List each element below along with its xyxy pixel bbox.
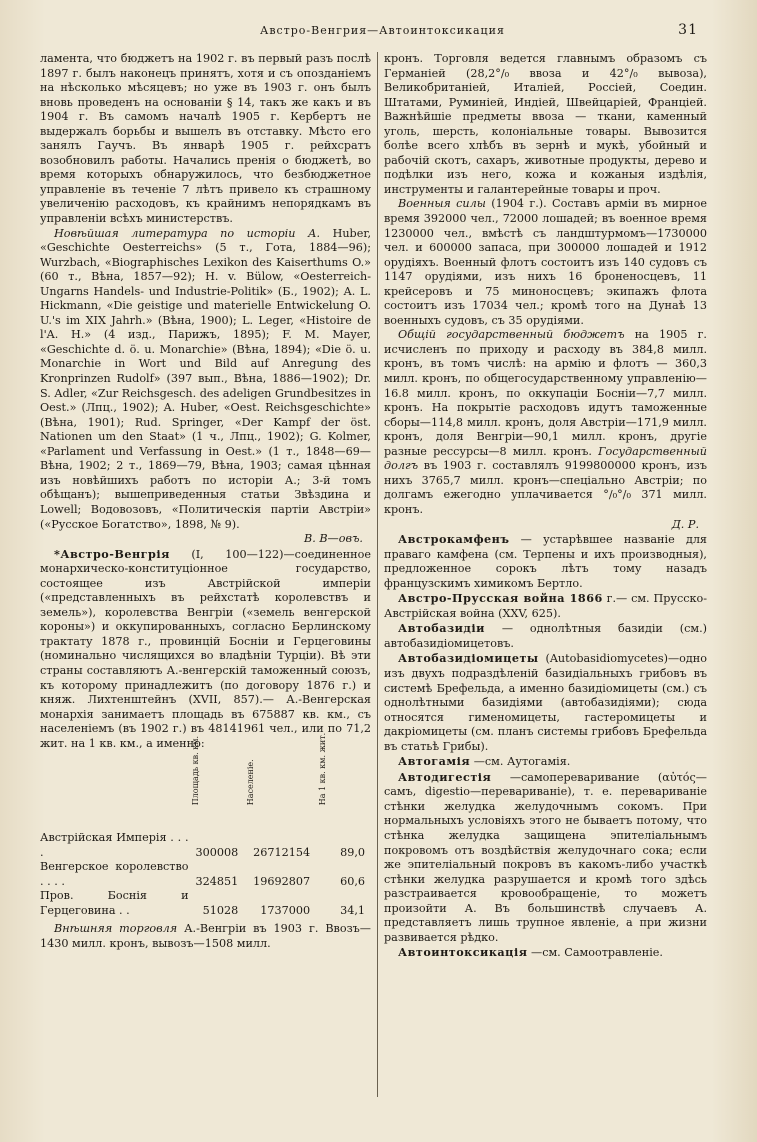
entry-autogamy — [384, 754, 707, 770]
entry-austro-prussian-war — [384, 591, 707, 621]
cell-area: 300008 — [195, 845, 239, 859]
author-signature: Д. Р. — [671, 517, 699, 531]
cell-population: 26712154 — [253, 845, 311, 859]
right-column — [384, 52, 707, 961]
running-title: Австро-Венгрия—Автоинтоксикация — [260, 24, 505, 37]
army-paragraph — [384, 197, 707, 328]
entry-heading: Автобазидіомицеты — [398, 651, 539, 666]
literature-label: Новѣйшая литература по исторіи А. — [54, 226, 321, 240]
literature-text: Huber, «Geschichte Oesterreichs» (5 т., Гота, 1884—96); Wurzbach, «Biographisches Lexikon des Kaiserthums O.» (60 т., Вѣна, 1857—92); H. v. Bülow, «Oesterreich-Ungarns Handels- und Industrie-Politik» (Б., 1902); A. L. Hickmann, «Die geistige und materielle Entwickelung O. U.'s im XIX Jahrh.» (Вѣна, 1900); L. Leger, «Histoire de l'A. H.» (4 изд., Парижъ, 1895); F. M. Mayer, «Geschichte d. ö. u. Monarchie» (Вѣна, 1894); «Die ö. u. Monarchie in Wort und Bild auf Anregung des Kronprinzen Rudolf» (397 вып., Вѣна, 1886—1902); Dr. S. Adler, «Zur Reichsgesch. des adeligen Grundbesitzes in Oest.» (Лпц., 1902); A. Huber, «Oest. Reichsgeschichte» (Вѣна, 1901); Rud. Springer, «Der Kampf der öst. Nationen um den Staat» (1 ч., Лпц., 1902); G. Kolmer, «Parlament und Verfassung in Oest.» (1 т., 1848—69—Вѣна, 1902; 2 т., 1869—79, Вѣна, 1903; самая цѣнная изъ новѣйшихъ работъ по исторіи А.; 3-й томъ обѣщанъ); вышеприведенныя статьи Звѣздина и Lowell; Водовозовъ, «Политическія партіи Австріи» («Русское Богатство», 1898, № 9). — [40, 226, 371, 531]
entry-heading: Автобазидіи — [398, 621, 485, 636]
page-number: 31 — [678, 22, 698, 38]
row-label: Австрійская Имперія . . . . — [40, 831, 189, 859]
left-column — [40, 52, 371, 951]
entry-heading: Автодигестія — [398, 769, 492, 784]
trade-label: Внѣшняя торговля — [54, 922, 178, 936]
cell-density: 60,6 — [340, 874, 365, 888]
table-row — [40, 889, 371, 918]
entry-heading: *Австро-Венгрія — [54, 546, 170, 561]
entry-text: —см. Аутогамія. — [473, 755, 571, 769]
entry-text: (I, 100—122)—соединенное монархическо-конституціонное государство, состоящее изъ Австрійской имперіи («представленныхъ въ рейхстатѣ королевствъ и земель»), королевства Венгріи («земель венгерской короны») и оккупированныхъ, согласно Берлинскому трактату 1878 г., провинцій Босніи и Герцеговины (номинально числящихся во владѣніи Турціи). Вѣ эти страны составляютъ А.-венгерскій таможенный союзъ, къ которому принадлежитъ (по договору 1876 г.) и княж. Лихтенштейнъ (XVII, 857).— А.-Венгерская монархія занимаетъ площадь въ 675887 кв. км., съ населеніемъ (въ 1902 г.) въ 48141961 чел., или по 71,2 жит. на 1 кв. км., а именно: — [40, 547, 371, 750]
entry-heading: Австро-Прусская война 1866 — [398, 591, 603, 606]
trade-paragraph — [40, 922, 371, 951]
column-header: Населеніе. — [245, 759, 255, 805]
table-header-row — [40, 755, 371, 831]
budget-label: Общій государственный бюджетъ — [398, 328, 625, 342]
column-header: Площадь кв. км. — [190, 735, 200, 805]
cell-area: 324851 — [195, 874, 239, 888]
paragraph: кронъ. Торговля ведется главнымъ образомъ съ Германіей (28,2°/₀ ввоза и 42°/₀ вывоза), Великобританіей, Италіей, Россіей, Соедин. Штатами, Руминіей, Индіей, Швейцаріей, Франціей. Важнѣйшіе предметы ввоза — ткани, каменный уголь, шерсть, колоніальные товары. Вывозится болѣе всего хлѣбъ въ зернѣ и мукѣ, убойный и рабочій скотъ, сахаръ, животные продукты, дерево и подѣлки изъ него, кожа и кожаныя издѣлія, инструменты и галантерейные товары и проч. — [384, 52, 707, 196]
entry-text: —самопереваривание (αὐτός—самъ, digestio—перевариваніе), т. е. перевариваніе стѣнки желудка желудочнымъ сокомъ. При нормальныхъ условіяхъ этого не бываетъ потому, что стѣнка желудка защищена эпителіальнымъ покровомъ отъ воздѣйствія желудочнаго сока; если же эпителіальный покровъ въ какомъ-либо участкѣ стѣнки желудка разрушается и кромѣ того здѣсь разстраивается кровообращеніе, то можетъ произойти А. Въ большинствѣ случаевъ А. представляетъ лишь трупное явленіе, а при жизни развивается рѣдко. — [384, 770, 707, 944]
entry-autointoxication — [384, 945, 707, 961]
trade-text: А.-Венгріи въ 1903 г. Ввозъ—1430 милл. кронъ, вывозъ—1508 милл. — [40, 922, 371, 950]
entry-autobasidiomycetes — [384, 651, 707, 754]
entry-heading: Австрокамфенъ — [398, 532, 510, 547]
column-header: На 1 кв. км. жит. — [317, 732, 327, 805]
table-row — [40, 860, 371, 889]
literature-paragraph — [40, 227, 371, 532]
entry-heading: Автоинтоксикація — [398, 945, 528, 960]
row-label: Венгерское королевство . . . . — [40, 860, 189, 888]
table-row — [40, 831, 371, 860]
cell-density: 89,0 — [340, 845, 365, 859]
paragraph: ламента, что бюджетъ на 1902 г. въ первый разъ послѣ 1897 г. былъ наконецъ принятъ, хотя и съ опозданіемъ на нѣсколько мѣсяцевъ; но уже въ 1903 г. онъ былъ вновь проведенъ на основаніи § 14, такъ же какъ и въ 1904 г. Въ самомъ началѣ 1905 г. Кербертъ не выдержалъ борьбы и вышелъ въ отставку. Мѣсто его занялъ Гаучъ. Въ январѣ 1905 г. рейхсратъ возобновилъ работы. Начались пренія о бюджетѣ, во время которыхъ обнаружилось, что безбюджетное управленіе въ теченіе 7 лѣтъ привело къ страшному увеличенію расходовъ, къ крайнимъ непорядкамъ въ управленіи всѣхъ министерствъ. — [40, 52, 371, 226]
army-label: Военныя силы — [398, 197, 486, 211]
entry-autodigestion — [384, 770, 707, 946]
column-divider — [377, 52, 378, 1097]
cell-population: 19692807 — [253, 874, 311, 888]
entry-austro-hungary — [40, 547, 371, 752]
budget-paragraph — [384, 328, 707, 517]
entry-text: —см. Самоотравленіе. — [531, 946, 663, 960]
entry-heading: Автогамія — [398, 754, 471, 769]
entry-autobasidia — [384, 621, 707, 651]
cell-density: 34,1 — [340, 903, 365, 917]
entry-text: г.— см. Прусско-Австрійская война (XXV, 625). — [384, 592, 707, 620]
cell-area: 51028 — [202, 903, 239, 917]
army-text: (1904 г.). Составъ арміи въ мирное время 392000 чел., 72000 лошадей; въ военное время 1230000 чел., вмѣстѣ съ ландштурмомъ—1730000 чел. и 600000 запаса, при 300000 лошадей и 1912 орудіяхъ. Военный флотъ состоитъ изъ 140 судовъ съ 1147 орудіями, изъ нихъ 16 броненосцевъ, 11 крейсеровъ и 75 миноносцевъ; экипажъ флота состоитъ изъ 17034 чел.; кромѣ того на Дунаѣ 13 военныхъ судовъ, съ 35 орудіями. — [384, 197, 707, 327]
entry-text: — устарѣвшее названіе для праваго камфена (см. Терпены и ихъ производныя), предложенное сорокъ лѣтъ тому назадъ французскимъ химикомъ Бертло. — [384, 533, 707, 590]
budget-text: на 1905 г. исчисленъ по приходу и расходу въ 384,8 милл. кронъ, въ томъ числѣ: на армію и флотъ — 360,3 милл. кронъ, по общегосударственному управленію—16.8 милл. кронъ, по оккупаціи Босніи—7,7 милл. кронъ. На покрытіе расходовъ идутъ таможенные сборы—114,8 милл. кронъ, доля Австріи—171,9 милл. кронъ, доля Венгріи—90,1 милл. кронъ, другіе разные рессурсы—8 милл. кронъ. — [384, 328, 707, 458]
author-signature: В. В—овъ. — [303, 532, 363, 546]
entry-avstrokamfen — [384, 532, 707, 591]
page-header — [40, 22, 700, 42]
row-label: Пров. Боснія и Герцеговина . . — [40, 889, 189, 917]
cell-population: 1737000 — [260, 903, 311, 917]
debt-text: въ 1903 г. составлялъ 9199800000 кронъ, изъ нихъ 3765,7 милл. кронъ—спеціально Австріи; по долгамъ ежегодно уплачивается °/₀°/₀ 371 милл. кронъ. — [384, 459, 707, 516]
entry-text: (Autobasidiomycetes)—одно изъ двухъ подраздѣленій базидіальныхъ грибовъ въ системѣ Брефельда, а именно базидіомицеты (см.) съ однолѣтными базидіями (автобазидіями); сюда относятся гименомицеты, гастеромицеты и дакріомицеты (см. планъ системы грибовъ Брефельда въ статьѣ Грибы). — [384, 652, 707, 753]
statistics-table — [40, 732, 371, 918]
entry-text: — однолѣтныя базидіи (см.) автобазидіомицетовъ. — [384, 622, 707, 650]
debt-label: Государственный долгъ — [384, 444, 707, 473]
